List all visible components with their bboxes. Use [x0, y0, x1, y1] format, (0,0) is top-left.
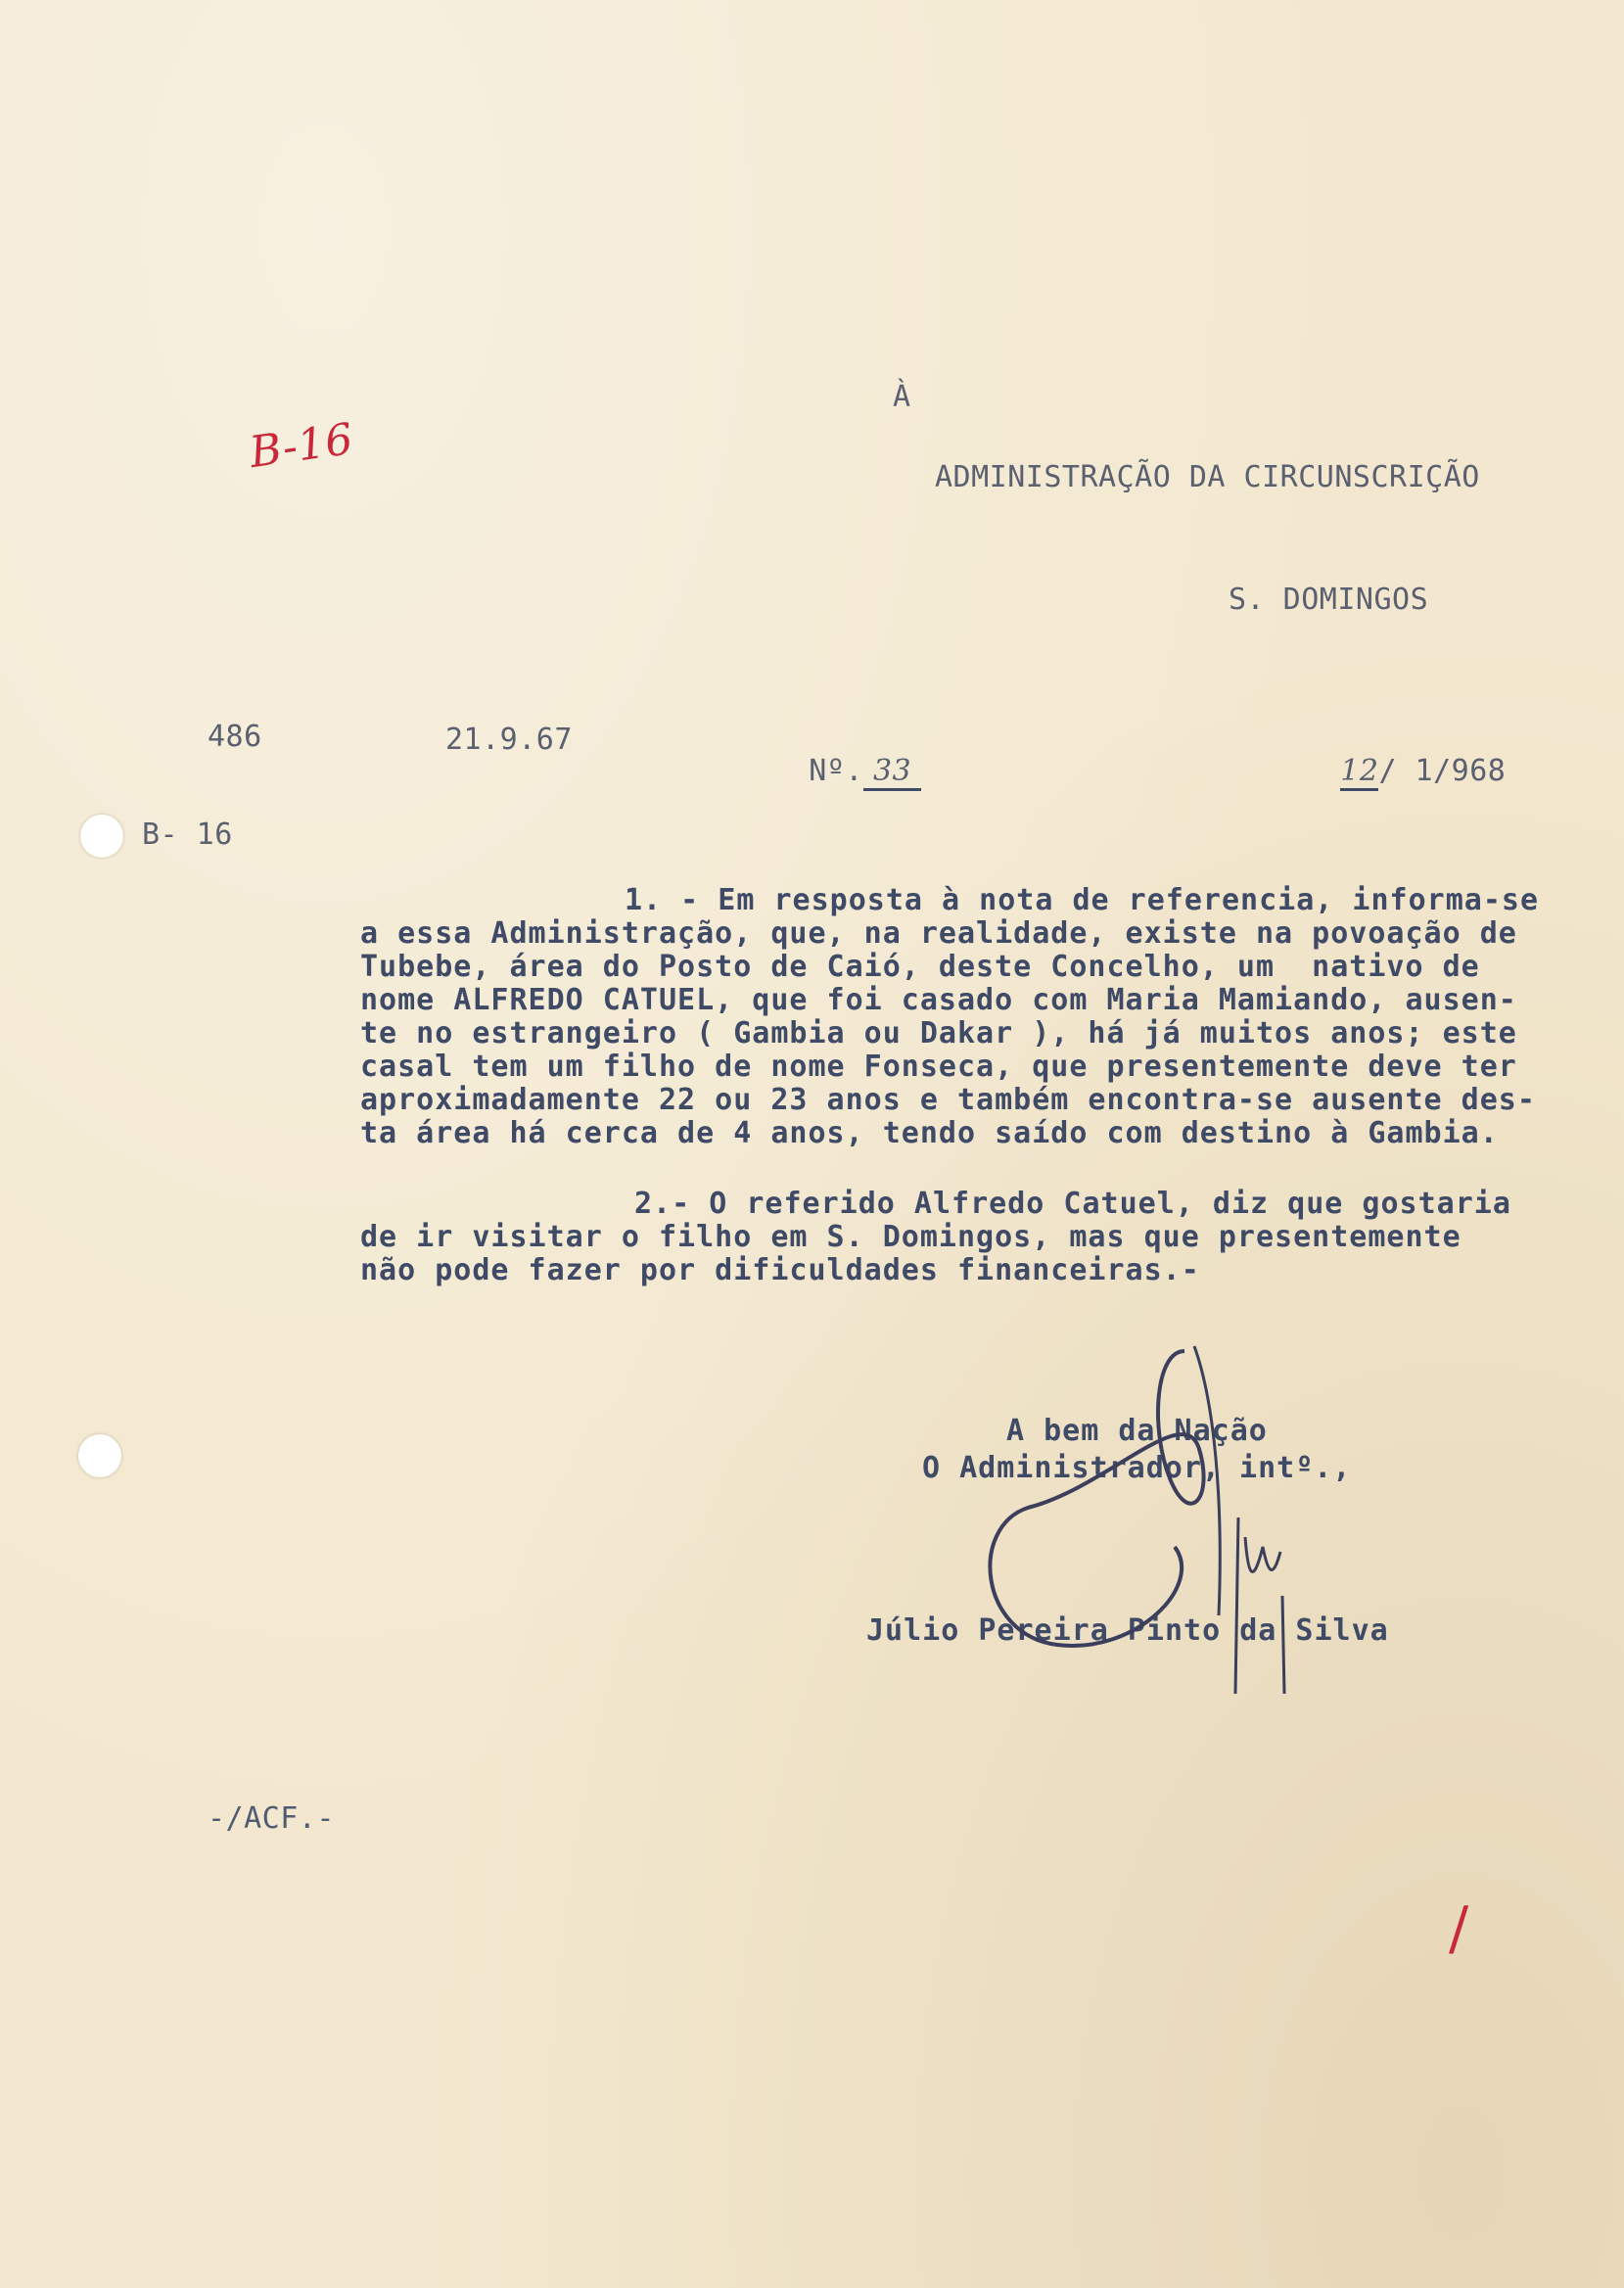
body-line: te no estrangeiro ( Gambia ou Dakar ), há já muitos anos; este	[360, 1016, 1517, 1051]
body-line: 1. - Em resposta à nota de referencia, informa-se	[625, 883, 1540, 917]
signature-graphic	[969, 1341, 1322, 1713]
body-line: casal tem um filho de nome Fonseca, que presentemente deve ter	[360, 1050, 1517, 1084]
signatory-title: O Administrador, intº.,	[922, 1451, 1352, 1485]
body-line: nome ALFREDO CATUEL, que foi casado com Maria Mamiando, ausen-	[360, 983, 1517, 1017]
reference-date: 21.9.67	[445, 723, 573, 757]
date-rest: / 1/968	[1378, 754, 1507, 788]
handwritten-mark-top: B-16	[246, 413, 357, 479]
stamped-mark-left: B- 16	[142, 817, 233, 852]
typist-initials: -/ACF.-	[208, 1801, 335, 1836]
number-value: 33	[863, 754, 921, 791]
body-line: a essa Administração, que, na realidade, existe na povoação de	[360, 916, 1517, 951]
recipient-title: ADMINISTRAÇÃO DA CIRCUNSCRIÇÃO	[935, 460, 1480, 494]
body-line: 2.- O referido Alfredo Catuel, diz que gostaria	[634, 1187, 1511, 1221]
body-line: de ir visitar o filho em S. Domingos, mas que presentemente	[360, 1220, 1462, 1254]
date-day: 12	[1340, 754, 1378, 791]
number-label: Nº.	[809, 754, 863, 788]
punch-hole-top	[80, 815, 123, 858]
red-check-mark: /	[1449, 1894, 1469, 1963]
punch-hole-bottom	[78, 1434, 121, 1477]
closing-salutation: A bem da Nação	[1006, 1414, 1268, 1448]
body-line: não pode fazer por dificuldades financeiras.-	[360, 1253, 1200, 1287]
document-date	[1268, 720, 1506, 822]
signatory-name: Júlio Pereira Pinto da Silva	[866, 1613, 1389, 1648]
document-number	[736, 720, 921, 822]
body-line: Tubebe, área do Posto de Caió, deste Concelho, um nativo de	[360, 950, 1480, 984]
body-line: aproximadamente 22 ou 23 anos e também encontra-se ausente des-	[360, 1083, 1536, 1117]
reference-number: 486	[208, 720, 262, 754]
body-line: ta área há cerca de 4 anos, tendo saído com destino à Gambia.	[360, 1116, 1499, 1150]
recipient-place: S. DOMINGOS	[1229, 583, 1429, 617]
addressee-prefix: À	[893, 380, 911, 414]
